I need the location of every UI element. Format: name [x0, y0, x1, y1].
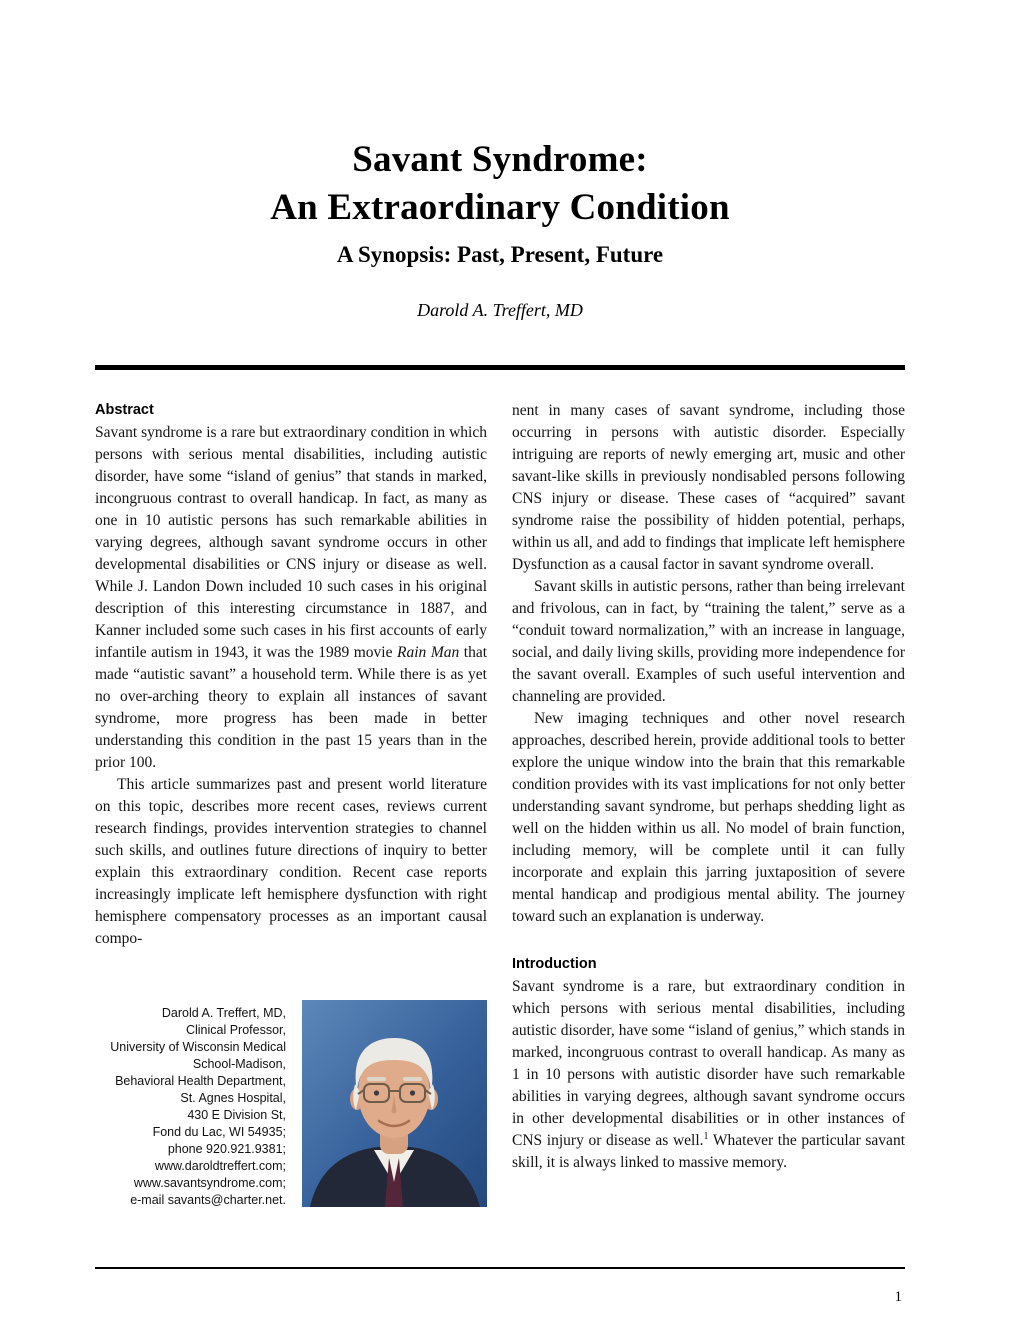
article-title-line1: Savant Syndrome: [352, 139, 648, 180]
introduction-heading: Introduction [512, 956, 597, 973]
footer-rule [95, 1267, 905, 1269]
abstract-paragraph-4: New imaging techniques and other novel research approaches, described herein, provide additional tools to better explore the unique window into the brain that this remarkable condition provides with its vast implications for not only better understanding savant syndrome, but perhaps shedding light as well on the hidden within us all. No model of brain function, including memory, will be complete until it can fully incorporate and explain this jarring juxtaposition of severe mental handicap and prodigious mental ability. The journey toward such an explanation is underway. [512, 710, 905, 926]
contact-line: University of Wisconsin Medical [110, 1040, 286, 1055]
contact-line: Fond du Lac, WI 54935; [152, 1125, 286, 1140]
contact-line: 430 E Division St, [187, 1108, 286, 1123]
movie-title-italic: Rain Man [397, 644, 460, 662]
author-bio-row [95, 1000, 487, 1209]
left-column [95, 400, 487, 1209]
introduction-paragraph-text: Savant syndrome is a rare, but extraordinary condition in which persons with serious mental disabilities, including autistic disorder, have some “island of genius,” which stands in marked, incongruous contrast to overall handicap. As many as 1 in 10 persons with autistic disorder have such remarkable abilities in varying degrees, although savant syndrome occurs in other developmental disabilities or in other instances of CNS injury or disease as well. [512, 978, 905, 1150]
title-block [95, 0, 905, 321]
abstract-paragraph-1-text-cont: that made “autistic savant” a household term. While there is as yet no over-arching theory to explain all instances of savant syndrome, more progress has been made in better understanding this condition in the past 15 years than in the prior 100. [95, 644, 487, 772]
abstract-paragraph-2: This article summarizes past and present world literature on this topic, describes more recent cases, reviews current research findings, provides intervention strategies to channel such skills, and outlines future directions of inquiry to better explain this extraordinary condition. Recent case reports increasingly implicate left hemisphere dysfunction with right hemisphere compensatory processes as an important causal compo- [95, 776, 487, 948]
contact-line-website: www.daroldtreffert.com; [154, 1159, 286, 1174]
contact-block [95, 1000, 302, 1209]
title-divider-rule [95, 365, 905, 370]
contact-line-website: www.savantsyndrome.com; [133, 1176, 286, 1191]
two-column-body [95, 400, 905, 1209]
abstract-paragraph-1-text: Savant syndrome is a rare but extraordinary condition in which persons with serious mental disabilities, including autistic disorder, have some “island of genius” that stands in marked, incongruous contrast to overall handicap. In fact, as many as one in 10 autistic persons has such remarkable abilities in varying degrees, although savant syndrome occurs in other developmental disabilities or CNS injury or disease as well. While J. Landon Down included 10 such cases in his original description of this interesting circumstance in 1887, and Kanner included some such cases in his first accounts of early infantile autism in 1943, it was the 1989 movie [95, 424, 487, 662]
abstract-paragraph-3: Savant skills in autistic persons, rather than being irrelevant and frivolous, can in fact, by “training the talent,” serve as a “conduit toward normalization,” with an increase in language, social, and daily living skills, providing more independence for the savant overall. Examples of such useful intervention and channeling are provided. [512, 578, 905, 706]
abstract-heading: Abstract [95, 402, 154, 419]
contact-line: St. Agnes Hospital, [180, 1091, 286, 1106]
contact-line: Clinical Professor, [185, 1023, 286, 1038]
introduction-paragraph-text-cont: Whatever the particular savant skill, it is always linked to massive memory. [512, 1132, 905, 1172]
contact-line: School-Madison, [192, 1057, 286, 1072]
article-title [95, 136, 905, 232]
article-subtitle: A Synopsis: Past, Present, Future [336, 242, 664, 268]
author-portrait-illustration [302, 1000, 487, 1207]
footnote-reference-1: 1 [703, 1131, 709, 1143]
contact-line-phone: phone 920.921.9381; [167, 1142, 286, 1157]
author-portrait-photo [302, 1000, 487, 1207]
contact-line-email: e-mail savants@charter.net. [130, 1193, 286, 1208]
contact-line: Darold A. Treffert, MD, [161, 1006, 286, 1021]
abstract-paragraph-2-continued: nent in many cases of savant syndrome, including those occurring in persons with autistic disorder. Especially intriguing are reports of newly emerging art, music and other savant-like skills in previously nondisabled persons following CNS injury or disease. These cases of “acquired” savant syndrome raise the possibility of hidden potential, perhaps, within us all, and add to findings that implicate left hemisphere Dysfunction as a causal factor in savant syndrome overall. [512, 402, 905, 574]
author-byline: Darold A. Treffert, MD [417, 300, 583, 321]
contact-line: Behavioral Health Department, [115, 1074, 286, 1089]
introduction-paragraph [512, 976, 905, 1174]
article-title-line2: An Extraordinary Condition [270, 187, 730, 229]
right-column [512, 400, 905, 1209]
page-number: 1 [894, 1289, 902, 1305]
abstract-paragraph-1 [95, 422, 487, 774]
